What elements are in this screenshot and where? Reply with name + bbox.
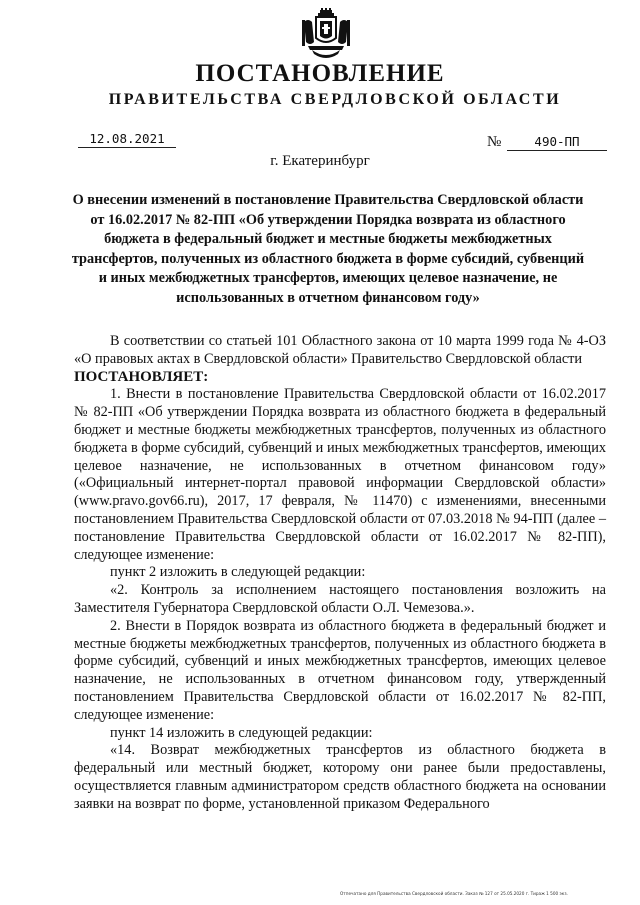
item-2-sub: пункт 14 изложить в следующей редакции: [110,724,373,741]
document-body [74,333,606,814]
item-1-quote: «2. Контроль за исполнением настоящего постановления возложить на Заместителя Губернатора Свердловской области О.Л. Чемезова.». [74,582,606,616]
decree-word: ПОСТАНОВЛЯЕТ: [74,368,209,385]
issuing-authority: ПРАВИТЕЛЬСТВА СВЕРДЛОВСКОЙ ОБЛАСТИ [108,91,562,108]
document-type-title: ПОСТАНОВЛЕНИЕ [195,60,445,87]
item-2-quote: «14. Возврат межбюджетных трансфертов из областного бюджета в федеральный или местный бюджет, которому они ранее были предоставлены, осуществляется главным администратором средств областного бюджета на основании заявки на возврат по форме, установленной приказом Федерального [74,742,606,812]
print-footer: Отпечатано для Правительства Свердловской области. Заказ № 127 от 25.05.2020 г. Тираж 1 500 экз. [340,891,568,896]
coat-of-arms-icon [300,8,352,60]
document-number: 490-ПП [507,134,607,151]
preamble: В соответствии со статьей 101 Областного закона от 10 марта 1999 года № 4-ОЗ «О правовых актах в Свердловской области» Правительство Свердловской области [74,333,606,367]
number-sign: № [487,134,502,150]
document-heading: О внесении изменений в постановление Правительства Свердловской области от 16.02.2017 № 82-ПП «Об утверждении Порядка возврата из областного бюджета в федеральный бюджет и местные бюджеты межбюджетных трансфертов, полученных из областного бюджета в форме субсидий, субвенций и иных межбюджетных трансфертов, имеющих целевое назначение, не использованных в отчетном финансовом году» [71,192,585,306]
item-1: 1. Внести в постановление Правительства Свердловской области от 16.02.2017 № 82-ПП «Об утверждении Порядка возврата из областного бюджета в федеральный бюджет и местные бюджеты межбюджетных трансфертов, полученных из областного бюджета в форме субсидий, субвенций и иных межбюджетных трансфертов, имеющих целевое назначение, не использованных в отчетном финансовом году» («Официальный интернет-портал правовой информации Свердловской области» (www.pravo.gov66.ru), 2017, 17 февраля, № 11470) с изменениями, внесенными постановлением Правительства Свердловской области от 07.03.2018 № 94-ПП (далее – постановление Правительства Свердловской области от 16.02.2017 № 82-ПП), следующее изменение: [74,386,606,563]
city: г. Екатеринбург [270,153,370,169]
item-1-sub: пункт 2 изложить в следующей редакции: [110,564,366,581]
document-date: 12.08.2021 [78,131,176,148]
item-2: 2. Внести в Порядок возврата из областного бюджета в федеральный бюджет и местные бюджеты межбюджетных трансфертов, полученных из областного бюджета в форме субсидий, субвенций и иных межбюджетных трансфертов, имеющих целевое назначение, не использованных в отчетном финансовом году, утвержденный постановлением Правительства Свердловской области от 16.02.2017 № 82-ПП, следующее изменение: [74,617,606,723]
